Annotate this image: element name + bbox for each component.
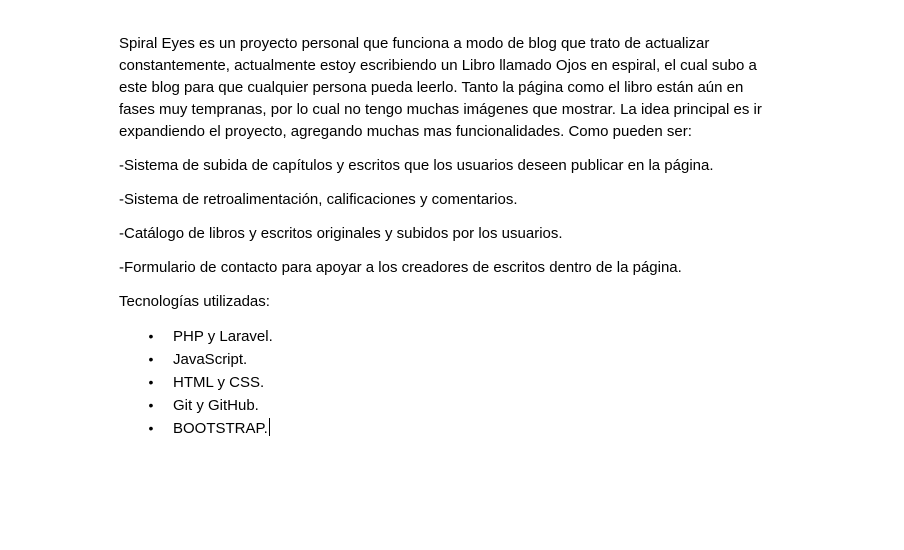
intro-line[interactable]: expandiendo el proyecto, agregando muchas mas funcionalidades. Como pueden ser: (119, 123, 692, 140)
technologies-list (119, 325, 779, 440)
intro-line[interactable]: constantemente, actualmente estoy escribiendo un Libro llamado Ojos en espiral, el cual subo a (119, 57, 757, 74)
feature-paragraph[interactable]: -Sistema de subida de capítulos y escritos que los usuarios deseen publicar en la página. (119, 157, 714, 174)
feature-paragraph[interactable]: -Formulario de contacto para apoyar a los creadores de escritos dentro de la página. (119, 259, 682, 276)
feature-paragraph[interactable]: -Sistema de retroalimentación, calificaciones y comentarios. (119, 191, 518, 208)
list-item-text[interactable]: PHP y Laravel. (173, 328, 273, 345)
list-item-text[interactable]: JavaScript. (173, 351, 248, 368)
intro-line[interactable]: Spiral Eyes es un proyecto personal que funciona a modo de blog que trato de actualizar (119, 35, 710, 52)
list-item[interactable] (119, 417, 779, 440)
list-item-text[interactable]: Git y GitHub. (173, 397, 259, 414)
list-item-text-last[interactable] (173, 417, 270, 440)
intro-paragraph[interactable] (119, 33, 779, 143)
list-item-label[interactable]: BOOTSTRAP. (173, 420, 268, 437)
bullet-icon: • (148, 374, 154, 390)
text-cursor (269, 418, 270, 436)
bullet-icon: • (148, 397, 154, 413)
bullet-icon: • (148, 351, 154, 367)
bullet-icon: • (148, 420, 154, 436)
bullet-icon: • (148, 328, 154, 344)
technologies-heading[interactable]: Tecnologías utilizadas: (119, 293, 270, 310)
list-item[interactable] (119, 348, 779, 371)
list-item[interactable] (119, 394, 779, 417)
intro-line[interactable]: fases muy tempranas, por lo cual no tengo muchas imágenes que mostrar. La idea principal es ir (119, 101, 762, 118)
list-item-text[interactable]: HTML y CSS. (173, 374, 265, 391)
document-body[interactable] (119, 33, 779, 440)
list-item[interactable] (119, 371, 779, 394)
intro-line[interactable]: este blog para que cualquier persona pueda leerlo. Tanto la página como el libro están aún en (119, 79, 744, 96)
list-item[interactable] (119, 325, 779, 348)
feature-paragraph[interactable]: -Catálogo de libros y escritos originales y subidos por los usuarios. (119, 225, 563, 242)
